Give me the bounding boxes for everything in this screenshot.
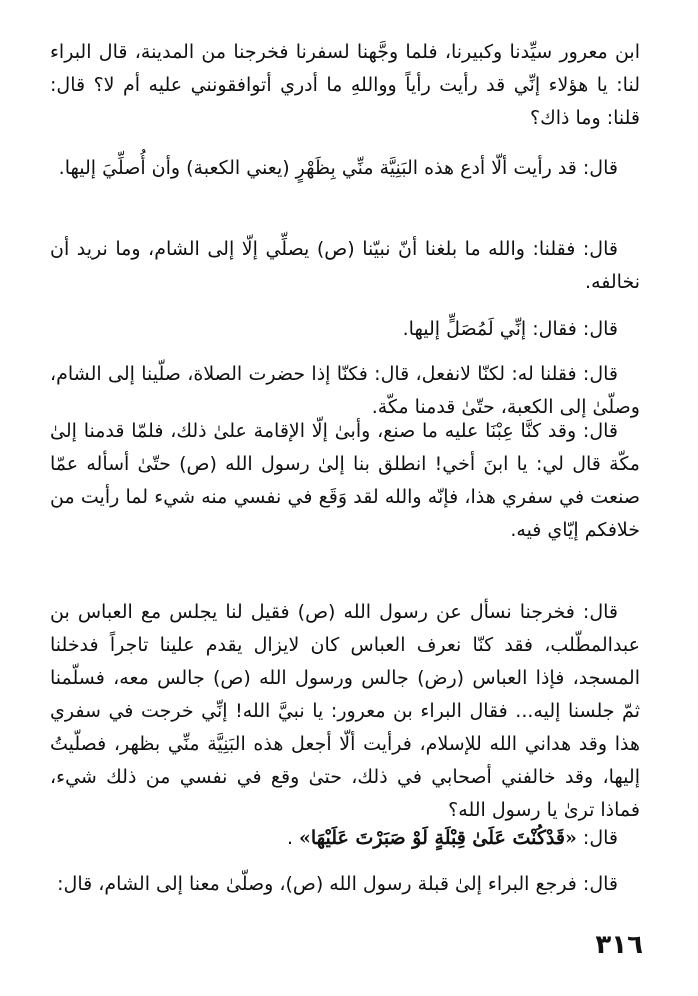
quote-prefix: قال: <box>582 827 618 849</box>
paragraph: قال: فقلنا له: لكنّا لانفعل، قال: فكنّا إذا حضرت الصلاة، صلّينا إلى الشام، وصلّىٰ إلى الكعبة، حتّىٰ قدمنا مكّة. <box>50 363 640 418</box>
quran-verse: «قَدْكُنْتَ عَلَىٰ قِبْلَةٍ لَوْ صَبَرْتَ عَلَيْهَا» <box>299 827 577 849</box>
paragraph: قال: فقلنا: والله ما بلغنا أنّ نبيّنا (ص) يصلِّي إلّا إلى الشام، وما نريد أن نخالفه. <box>50 238 640 293</box>
quote-line <box>50 822 640 855</box>
paragraph-4-block <box>50 313 640 346</box>
paragraph-2-block <box>50 152 640 185</box>
paragraph: قال: فخرجنا نسأل عن رسول الله (ص) فقيل لنا يجلس مع العباس بن عبدالمطّلب، فقد كنّا نعرف العباس كان لايزال يقدم علينا تاجراً فدخلنا المسجد، فإذا العباس (رض) جالس ورسول الله (ص) جالس معه، فسلّمنا ثمّ جلسنا إليه... فقال البراء بن معرور: يا نبيَّ الله! إنِّي خرجت في سفري هذا وقد هداني الله للإسلام، فرأيت ألّا أجعل هذه البَنِيَّة منِّي بظهر، فصلّيتُ إليها، وقد خالفني أصحابي في ذلك، حتىٰ وقع في نفسي من ذلك شيء، فماذا ترىٰ يا رسول الله؟ <box>50 601 640 821</box>
paragraph-3-block <box>50 233 640 299</box>
paragraph: ابن معرور سيِّدنا وكبيرنا، فلما وجَّهنا لسفرنا فخرجنا من المدينة، قال البراء لنا: يا هؤلاء إنِّي قد رأيت رأياً وواللهِ ما أدري أتوافقونني عليه أم لا؟ قال: قلنا: وما ذاك؟ <box>50 41 640 129</box>
paragraph: قال: فرجع البراء إلىٰ قبلة رسول الله (ص)، وصلّىٰ معنا إلى الشام، قال: <box>57 873 618 895</box>
paragraph: قال: قد رأيت ألّا أدع هذه البَنِيَّة منِّي بِظَهْرٍ (يعني الكعبة) وأن أُصلِّيَ إليها. <box>58 157 618 179</box>
paragraph-6-block <box>50 415 640 547</box>
paragraph: قال: فقال: إنِّي لَمُصَلٍّ إليها. <box>402 318 618 340</box>
paragraph-1-block <box>50 36 640 135</box>
quote-block <box>50 822 640 855</box>
quote-suffix: . <box>286 827 293 849</box>
paragraph-7-block <box>50 596 640 827</box>
page-number: ٣١٦ <box>595 930 643 960</box>
last-paragraph-block <box>50 868 640 901</box>
paragraph: قال: وقد كنَّا عِبْنَا عليه ما صنع، وأبىٰ إلّا الإقامة علىٰ ذلك، فلمّا قدمنا إلىٰ مكّة قال لي: يا ابنَ أخي! انطلق بنا إلىٰ رسول الله (ص) حتّىٰ أسأله عمّا صنعت في سفري هذا، فإنّه والله لقد وَقَع في نفسي منه شيء لما رأيت من خلافكم إيّاي فيه. <box>50 420 640 541</box>
